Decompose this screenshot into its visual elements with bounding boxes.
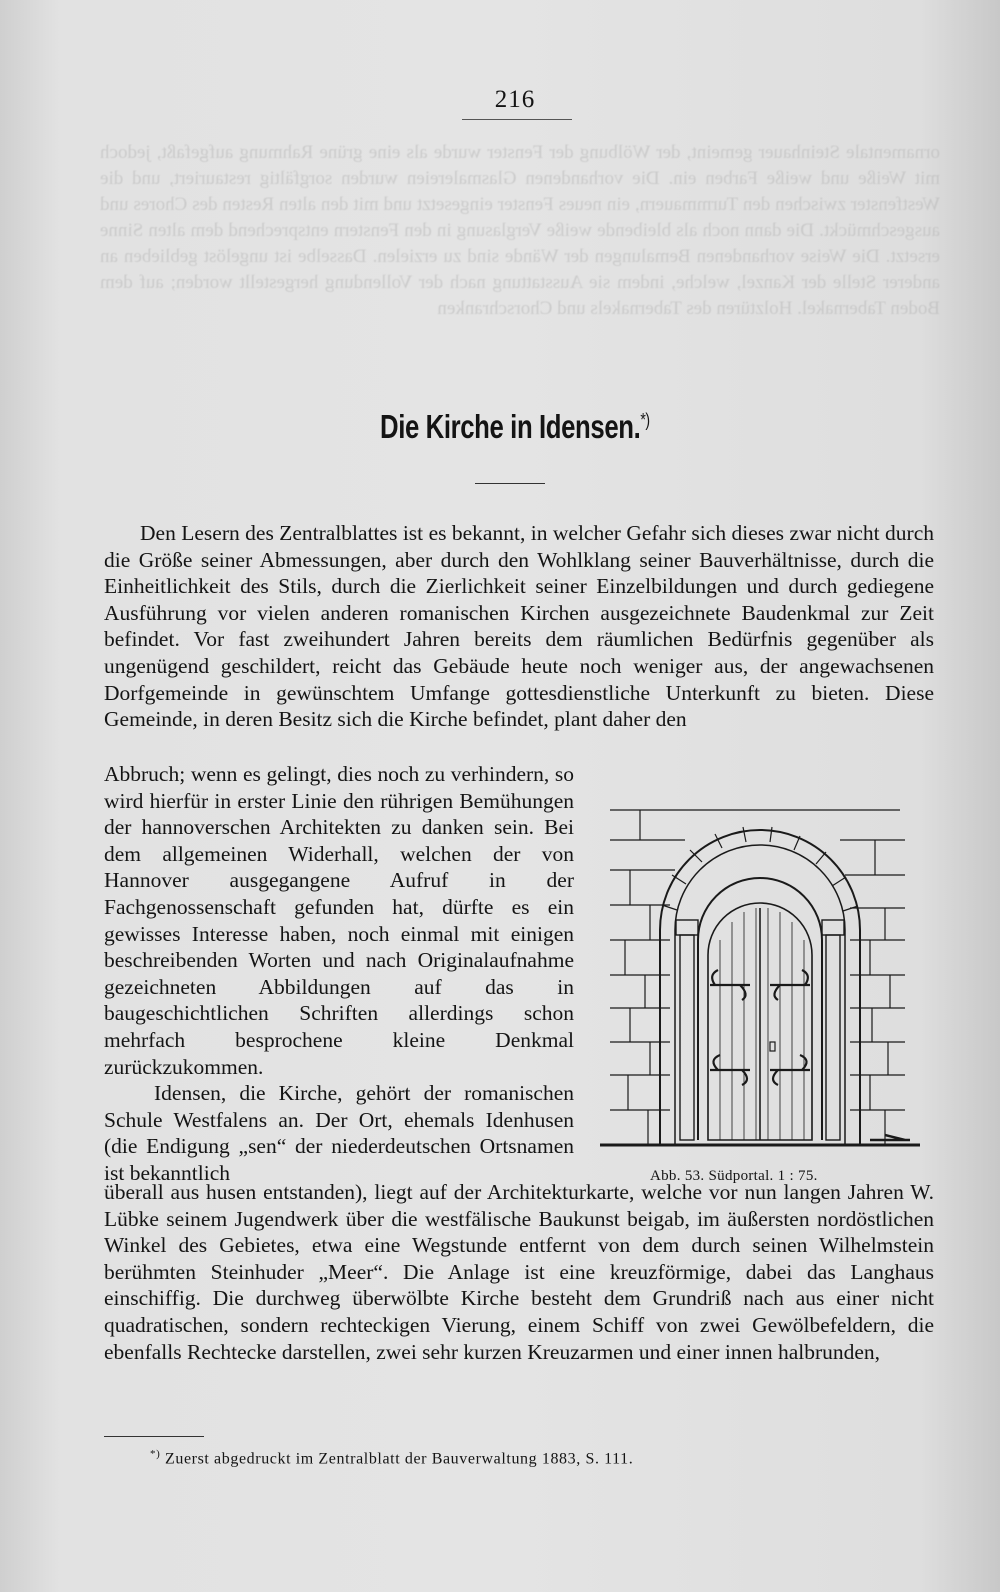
page-number: 216 bbox=[494, 86, 536, 113]
paragraph-2-start: Idensen, die Kirche, gehört der romanischen Schule Westfalens an. Der Ort, ehemals Idenhusen (die Endigung „sen“ der niederdeutschen Ortsnamen ist bekanntlich bbox=[104, 1081, 574, 1185]
paragraph-2-end: überall aus husen entstanden), liegt auf der Architekturkarte, welche vor nun langen Jahren W. Lübke seinem Jugendwerk über die westfälische Baukunst beigab, im äußersten nordöstlichen Winkel des Gebietes, etwa eine Wegstunde entfernt von dem durch seinen Wilhelmstein berühmten Steinhuder „Meer“. Die Anlage ist eine kreuzförmige, dabei das Langhaus einschiffig. Die durchweg überwölbte Kirche besteht dem Grundriß nach aus einer nicht quadratischen, sondern rechteckigen Vierung, einem Schiff von zwei Gewölbefeldern, die ebenfalls Rechtecke darstellen, zwei sehr kurzen Kreuzarmen und einer innen halbrunden, bbox=[104, 1180, 934, 1364]
paragraph-1 bbox=[104, 520, 934, 733]
title-footnote-mark: *) bbox=[640, 410, 650, 430]
show-through-text: ornamentale Steinhauer gemeint, der Wölbung der Fenster wurde als eine grüne Rahmung aufgefaßt, jedoch mit Weiße und weiße Farben ein. Die vorhandenen Glasmalereien wurden sorgfältig restauriert, und die Westfenster zwischen den Turmmauern, ein neues Fenster eingesetzt und mit den alten Resten des Chores und ausgeschmückt. Die dann noch als bleibende weiße Verglasung in den Fenstern entsprechend dem alten Sinne ersetzt. Die Weise vorhandenen Bemalungen der Wände sind zu erzielen. Dasselbe ist ungelöst geblieben an anderer Stelle der Kanzel, welche, indem sie Ausstattung nach der Vollendung hergestellt worden; auf dem Boden Tabernakel. Holztüren des Tabernakels und Chorschranken bbox=[100, 142, 940, 319]
chapter-title bbox=[380, 408, 650, 446]
footnote bbox=[150, 1448, 910, 1468]
south-portal-drawing bbox=[600, 780, 930, 1160]
text-beside-figure bbox=[104, 761, 574, 1187]
footnote-mark: *) bbox=[150, 1448, 161, 1460]
paragraph-2-continued bbox=[104, 1179, 934, 1365]
title-rule bbox=[475, 483, 545, 484]
chapter-title-text: Die Kirche in Idensen. bbox=[380, 408, 641, 445]
portal-illustration bbox=[600, 780, 930, 1160]
header-rule bbox=[462, 119, 572, 120]
footnote-text: Zuerst abgedruckt im Zentralblatt der Bauverwaltung 1883, S. 111. bbox=[164, 1450, 634, 1468]
footnote-rule bbox=[104, 1436, 204, 1437]
figure-caption: Abb. 53. Südportal. 1 : 75. bbox=[650, 1168, 818, 1184]
paragraph-1-continued: Abbruch; wenn es gelingt, dies noch zu verhindern, so wird hierfür in erster Linie den rührigen Bemühungen der hannoverschen Architekten zu danken sein. Bei dem allgemeinen Widerhall, welchen der von Hannover ausgegangene Aufruf in der Fachgenossenschaft gefunden hat, dürfte es ein gewisses Interesse haben, noch einmal mit einigen beschreibenden Worten und nach Originalaufnahme gezeichneten Abbildungen auf das in baugeschichtlichen Schriften allerdings schon mehrfach besprochene kleine Denkmal zurückzukommen. bbox=[104, 762, 574, 1079]
paragraph-1-text: Den Lesern des Zentralblattes ist es bekannt, in welcher Gefahr sich dieses zwar nicht durch die Größe seiner Abmessungen, aber durch den Wohlklang seiner Bauverhältnisse, durch die Einheitlichkeit des Stils, durch die Zierlichkeit seiner Einzelbildungen und durch gediegene Ausführung vor vielen anderen romanischen Kirchen ausgezeichnete Baudenkmal zur Zeit befindet. Vor fast zweihundert Jahren bereits dem räumlichen Bedürfnis gegenüber als ungenügend geschildert, reicht das Gebäude heute noch weniger aus, der angewachsenen Dorfgemeinde in gewünschtem Umfange gottesdienstliche Unterkunft zu bieten. Diese Gemeinde, in deren Besitz sich die Kirche befindet, plant daher den bbox=[104, 521, 934, 732]
